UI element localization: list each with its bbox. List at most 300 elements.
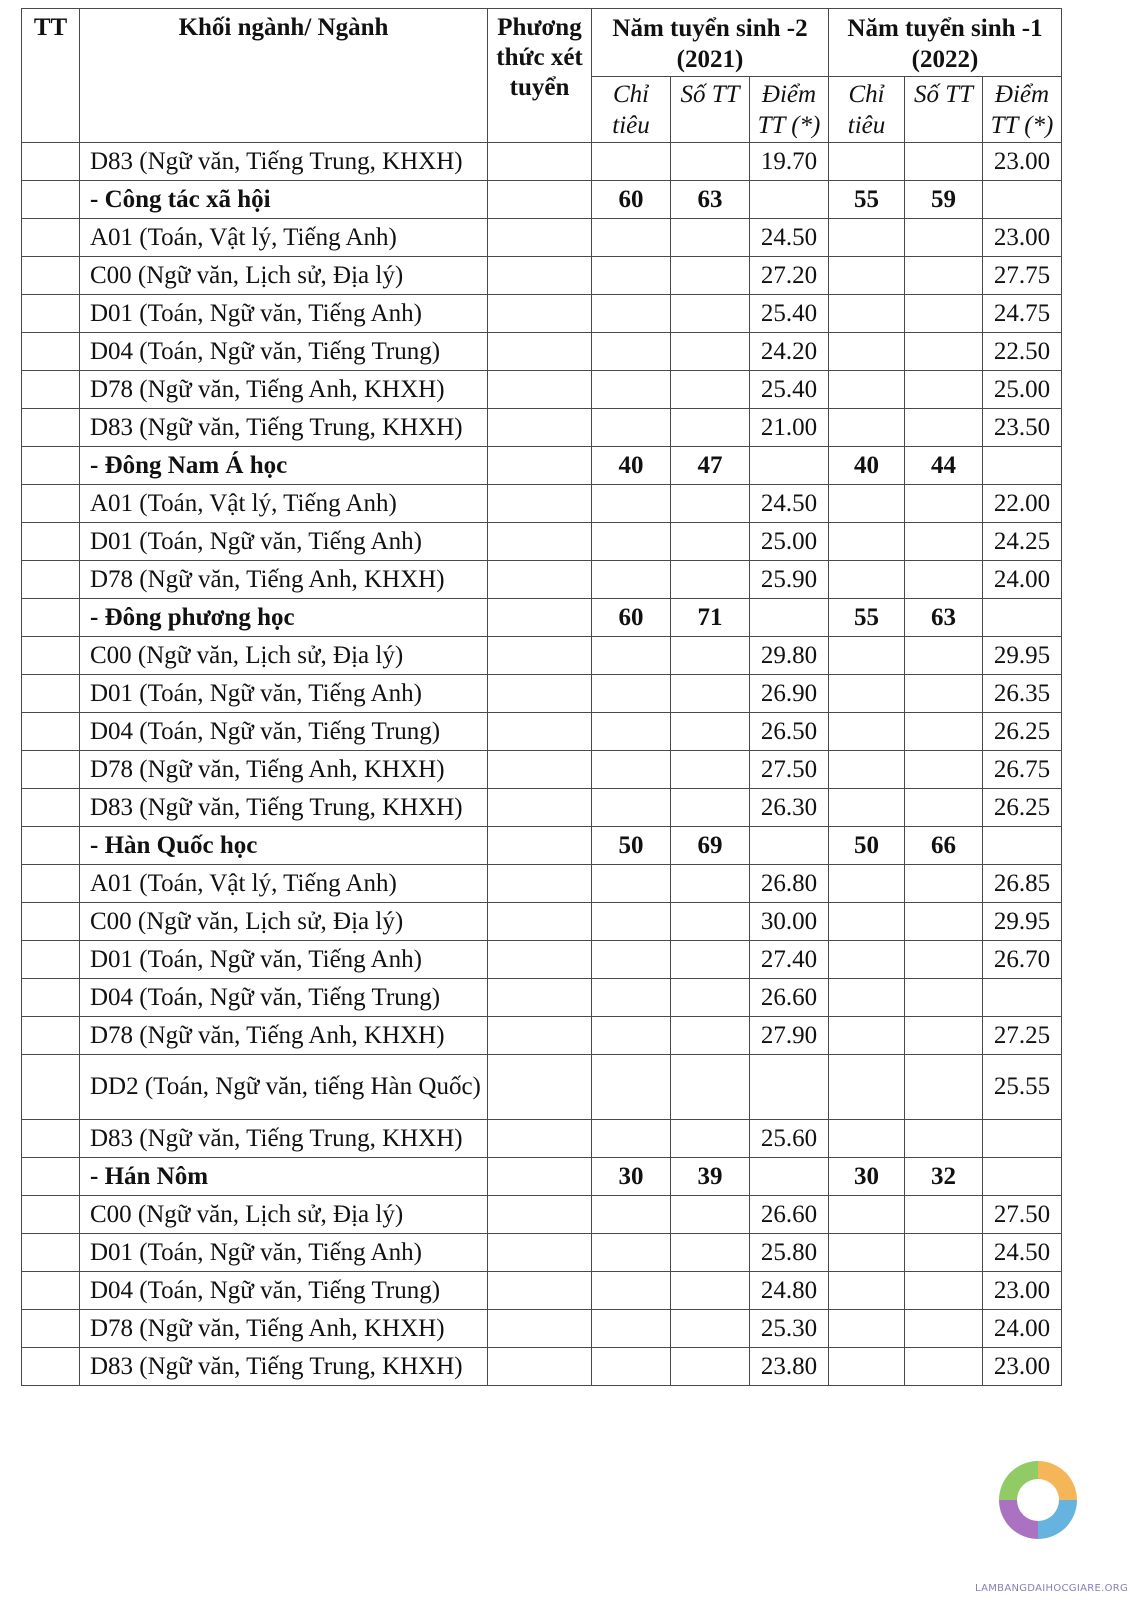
cell-so-tt-2022: 44	[905, 447, 983, 485]
cell-phuong-thuc	[488, 713, 592, 751]
cell-nganh: C00 (Ngữ văn, Lịch sử, Địa lý)	[80, 1196, 488, 1234]
cell-tt	[22, 561, 80, 599]
combination-row	[22, 1348, 1062, 1386]
cell-diem-tt-2021: 26.90	[750, 675, 829, 713]
combination-row	[22, 333, 1062, 371]
cell-tt	[22, 409, 80, 447]
cell-diem-tt-2022: 25.55	[983, 1055, 1062, 1120]
cell-so-tt-2022	[905, 295, 983, 333]
cell-phuong-thuc	[488, 219, 592, 257]
cell-phuong-thuc	[488, 1234, 592, 1272]
cell-so-tt-2022	[905, 941, 983, 979]
combination-row	[22, 409, 1062, 447]
cell-chi-tieu-2021	[592, 713, 671, 751]
cell-diem-tt-2022: 23.00	[983, 1348, 1062, 1386]
cell-so-tt-2021	[671, 1017, 750, 1055]
cell-diem-tt-2021: 21.00	[750, 409, 829, 447]
cell-diem-tt-2022: 25.00	[983, 371, 1062, 409]
cell-diem-tt-2021: 29.80	[750, 637, 829, 675]
cell-chi-tieu-2022	[829, 257, 905, 295]
cell-diem-tt-2022: 26.35	[983, 675, 1062, 713]
cell-diem-tt-2021: 27.50	[750, 751, 829, 789]
header-chi-tieu-2022: Chỉ tiêu	[829, 77, 905, 143]
cell-chi-tieu-2021: 60	[592, 181, 671, 219]
cell-diem-tt-2022: 29.95	[983, 637, 1062, 675]
cell-chi-tieu-2022	[829, 1017, 905, 1055]
cell-nganh: D04 (Toán, Ngữ văn, Tiếng Trung)	[80, 713, 488, 751]
cell-diem-tt-2021: 26.60	[750, 1196, 829, 1234]
cell-chi-tieu-2022	[829, 1272, 905, 1310]
cell-phuong-thuc	[488, 827, 592, 865]
cell-tt	[22, 941, 80, 979]
cell-diem-tt-2022: 24.75	[983, 295, 1062, 333]
cell-nganh: A01 (Toán, Vật lý, Tiếng Anh)	[80, 219, 488, 257]
combination-row	[22, 713, 1062, 751]
cell-diem-tt-2022: 26.25	[983, 713, 1062, 751]
cell-diem-tt-2021: 25.60	[750, 1120, 829, 1158]
cell-so-tt-2022	[905, 219, 983, 257]
cell-chi-tieu-2021	[592, 485, 671, 523]
cell-nganh: D01 (Toán, Ngữ văn, Tiếng Anh)	[80, 675, 488, 713]
cell-phuong-thuc	[488, 1348, 592, 1386]
cell-so-tt-2022	[905, 1017, 983, 1055]
cell-phuong-thuc	[488, 1055, 592, 1120]
cell-diem-tt-2022	[983, 979, 1062, 1017]
cell-chi-tieu-2021	[592, 371, 671, 409]
cell-chi-tieu-2022	[829, 295, 905, 333]
cell-chi-tieu-2022	[829, 637, 905, 675]
cell-so-tt-2021: 47	[671, 447, 750, 485]
cell-chi-tieu-2021	[592, 1272, 671, 1310]
cell-chi-tieu-2022	[829, 143, 905, 181]
cell-phuong-thuc	[488, 561, 592, 599]
major-row	[22, 599, 1062, 637]
cell-diem-tt-2021: 19.70	[750, 143, 829, 181]
cell-chi-tieu-2021	[592, 865, 671, 903]
cell-phuong-thuc	[488, 447, 592, 485]
cell-diem-tt-2022: 24.00	[983, 561, 1062, 599]
cell-nganh: C00 (Ngữ văn, Lịch sử, Địa lý)	[80, 257, 488, 295]
cell-chi-tieu-2022	[829, 713, 905, 751]
cell-tt	[22, 295, 80, 333]
cell-tt	[22, 865, 80, 903]
cell-chi-tieu-2021	[592, 789, 671, 827]
header-tt: TT	[22, 9, 80, 143]
cell-chi-tieu-2022	[829, 371, 905, 409]
cell-chi-tieu-2022	[829, 1120, 905, 1158]
cell-diem-tt-2022	[983, 827, 1062, 865]
cell-chi-tieu-2021	[592, 1196, 671, 1234]
cell-tt	[22, 181, 80, 219]
combination-row	[22, 1017, 1062, 1055]
cell-so-tt-2022	[905, 561, 983, 599]
cell-so-tt-2021	[671, 713, 750, 751]
cell-so-tt-2021: 39	[671, 1158, 750, 1196]
cell-so-tt-2022	[905, 333, 983, 371]
cell-tt	[22, 1310, 80, 1348]
cell-diem-tt-2022: 23.00	[983, 1272, 1062, 1310]
cell-so-tt-2021	[671, 789, 750, 827]
cell-diem-tt-2022: 24.25	[983, 523, 1062, 561]
cell-so-tt-2021	[671, 143, 750, 181]
cell-diem-tt-2022: 27.25	[983, 1017, 1062, 1055]
cell-so-tt-2022	[905, 1310, 983, 1348]
header-diem-tt-2021: Điểm TT (*)	[750, 77, 829, 143]
combination-row	[22, 789, 1062, 827]
cell-tt	[22, 1348, 80, 1386]
cell-tt	[22, 1017, 80, 1055]
cell-so-tt-2021: 69	[671, 827, 750, 865]
cell-chi-tieu-2021	[592, 333, 671, 371]
cell-nganh: - Hán Nôm	[80, 1158, 488, 1196]
major-row	[22, 827, 1062, 865]
cell-phuong-thuc	[488, 675, 592, 713]
cell-so-tt-2021	[671, 865, 750, 903]
cell-chi-tieu-2022	[829, 219, 905, 257]
cell-nganh: D83 (Ngữ văn, Tiếng Trung, KHXH)	[80, 789, 488, 827]
cell-diem-tt-2022: 26.85	[983, 865, 1062, 903]
cell-so-tt-2022	[905, 1348, 983, 1386]
cell-nganh: C00 (Ngữ văn, Lịch sử, Địa lý)	[80, 637, 488, 675]
cell-so-tt-2022	[905, 1055, 983, 1120]
cell-chi-tieu-2021	[592, 637, 671, 675]
cell-diem-tt-2021: 26.30	[750, 789, 829, 827]
cell-phuong-thuc	[488, 865, 592, 903]
cell-nganh: D04 (Toán, Ngữ văn, Tiếng Trung)	[80, 979, 488, 1017]
cell-phuong-thuc	[488, 1196, 592, 1234]
cell-tt	[22, 1234, 80, 1272]
cell-so-tt-2021	[671, 941, 750, 979]
cell-diem-tt-2021: 24.80	[750, 1272, 829, 1310]
combination-row	[22, 1055, 1062, 1120]
combination-row	[22, 675, 1062, 713]
cell-tt	[22, 485, 80, 523]
cell-so-tt-2022: 63	[905, 599, 983, 637]
cell-so-tt-2022	[905, 1272, 983, 1310]
cell-chi-tieu-2021	[592, 751, 671, 789]
cell-chi-tieu-2021: 50	[592, 827, 671, 865]
cell-chi-tieu-2021	[592, 561, 671, 599]
cell-diem-tt-2021: 25.40	[750, 295, 829, 333]
cell-nganh: A01 (Toán, Vật lý, Tiếng Anh)	[80, 865, 488, 903]
cell-chi-tieu-2021	[592, 1017, 671, 1055]
cell-tt	[22, 371, 80, 409]
cell-diem-tt-2022: 26.75	[983, 751, 1062, 789]
cell-so-tt-2021	[671, 751, 750, 789]
cell-diem-tt-2022	[983, 1120, 1062, 1158]
cell-diem-tt-2021: 24.20	[750, 333, 829, 371]
cell-nganh: D83 (Ngữ văn, Tiếng Trung, KHXH)	[80, 1348, 488, 1386]
cell-diem-tt-2021: 27.20	[750, 257, 829, 295]
cell-phuong-thuc	[488, 333, 592, 371]
cell-tt	[22, 979, 80, 1017]
cell-tt	[22, 903, 80, 941]
cell-chi-tieu-2022	[829, 789, 905, 827]
cell-tt	[22, 1055, 80, 1120]
combination-row	[22, 523, 1062, 561]
cell-so-tt-2022	[905, 637, 983, 675]
cell-diem-tt-2022	[983, 181, 1062, 219]
cell-diem-tt-2021: 26.80	[750, 865, 829, 903]
cell-so-tt-2022	[905, 371, 983, 409]
cell-diem-tt-2022: 22.50	[983, 333, 1062, 371]
cell-tt	[22, 713, 80, 751]
cell-so-tt-2021	[671, 523, 750, 561]
cell-tt	[22, 333, 80, 371]
cell-chi-tieu-2021	[592, 1120, 671, 1158]
table-body	[22, 143, 1062, 1386]
cell-chi-tieu-2021	[592, 523, 671, 561]
cell-tt	[22, 751, 80, 789]
cell-so-tt-2022: 32	[905, 1158, 983, 1196]
cell-phuong-thuc	[488, 637, 592, 675]
cell-so-tt-2022	[905, 1196, 983, 1234]
header-phuong-thuc: Phương thức xét tuyển	[488, 9, 592, 143]
combination-row	[22, 561, 1062, 599]
cell-nganh: - Công tác xã hội	[80, 181, 488, 219]
cell-diem-tt-2022: 24.00	[983, 1310, 1062, 1348]
cell-chi-tieu-2021	[592, 219, 671, 257]
cell-tt	[22, 827, 80, 865]
cell-chi-tieu-2021	[592, 675, 671, 713]
cell-chi-tieu-2021	[592, 1310, 671, 1348]
cell-diem-tt-2022: 27.50	[983, 1196, 1062, 1234]
cell-so-tt-2022	[905, 865, 983, 903]
cell-chi-tieu-2022	[829, 1310, 905, 1348]
cell-phuong-thuc	[488, 941, 592, 979]
cell-diem-tt-2021: 26.60	[750, 979, 829, 1017]
cell-so-tt-2021	[671, 485, 750, 523]
cell-diem-tt-2021	[750, 447, 829, 485]
cell-so-tt-2022	[905, 903, 983, 941]
cell-so-tt-2021	[671, 1310, 750, 1348]
cell-nganh: D78 (Ngữ văn, Tiếng Anh, KHXH)	[80, 1310, 488, 1348]
cell-so-tt-2021	[671, 333, 750, 371]
cell-tt	[22, 675, 80, 713]
cell-chi-tieu-2022	[829, 1234, 905, 1272]
cell-so-tt-2021	[671, 257, 750, 295]
header-so-tt-2021: Số TT	[671, 77, 750, 143]
major-row	[22, 447, 1062, 485]
cell-tt	[22, 1196, 80, 1234]
cell-so-tt-2022	[905, 409, 983, 447]
cell-nganh: C00 (Ngữ văn, Lịch sử, Địa lý)	[80, 903, 488, 941]
cell-chi-tieu-2021: 40	[592, 447, 671, 485]
cell-so-tt-2021	[671, 295, 750, 333]
combination-row	[22, 295, 1062, 333]
cell-so-tt-2021	[671, 1272, 750, 1310]
cell-phuong-thuc	[488, 181, 592, 219]
cell-phuong-thuc	[488, 979, 592, 1017]
cell-diem-tt-2021: 23.80	[750, 1348, 829, 1386]
cell-so-tt-2022	[905, 257, 983, 295]
cell-chi-tieu-2022	[829, 523, 905, 561]
cell-chi-tieu-2022	[829, 675, 905, 713]
cell-nganh: - Hàn Quốc học	[80, 827, 488, 865]
cell-diem-tt-2021: 30.00	[750, 903, 829, 941]
cell-chi-tieu-2022	[829, 1055, 905, 1120]
cell-chi-tieu-2021	[592, 979, 671, 1017]
cell-diem-tt-2022: 27.75	[983, 257, 1062, 295]
cell-phuong-thuc	[488, 257, 592, 295]
cell-chi-tieu-2021: 30	[592, 1158, 671, 1196]
cell-phuong-thuc	[488, 371, 592, 409]
cell-tt	[22, 1120, 80, 1158]
cell-phuong-thuc	[488, 751, 592, 789]
cell-tt	[22, 143, 80, 181]
cell-so-tt-2021: 71	[671, 599, 750, 637]
admission-scores-table	[21, 8, 1062, 1386]
cell-chi-tieu-2021	[592, 1348, 671, 1386]
cell-phuong-thuc	[488, 485, 592, 523]
cell-nganh: A01 (Toán, Vật lý, Tiếng Anh)	[80, 485, 488, 523]
cell-nganh: D04 (Toán, Ngữ văn, Tiếng Trung)	[80, 1272, 488, 1310]
cell-chi-tieu-2022	[829, 1348, 905, 1386]
cell-diem-tt-2022: 26.25	[983, 789, 1062, 827]
combination-row	[22, 637, 1062, 675]
cell-chi-tieu-2022: 50	[829, 827, 905, 865]
cell-diem-tt-2021	[750, 1055, 829, 1120]
cell-so-tt-2021	[671, 1234, 750, 1272]
cell-tt	[22, 257, 80, 295]
cell-chi-tieu-2021	[592, 295, 671, 333]
cell-chi-tieu-2022	[829, 409, 905, 447]
combination-row	[22, 1234, 1062, 1272]
cell-so-tt-2021	[671, 1120, 750, 1158]
cell-chi-tieu-2022	[829, 485, 905, 523]
cell-so-tt-2021	[671, 1196, 750, 1234]
cell-tt	[22, 447, 80, 485]
major-row	[22, 1158, 1062, 1196]
cell-so-tt-2021	[671, 675, 750, 713]
cell-phuong-thuc	[488, 1120, 592, 1158]
header-year-2022: Năm tuyển sinh -1 (2022)	[829, 9, 1062, 77]
cell-tt	[22, 1272, 80, 1310]
cell-so-tt-2022	[905, 675, 983, 713]
watermark-logo-icon	[993, 1455, 1083, 1545]
cell-chi-tieu-2021	[592, 903, 671, 941]
cell-so-tt-2022	[905, 751, 983, 789]
cell-diem-tt-2022: 23.00	[983, 219, 1062, 257]
cell-so-tt-2021	[671, 219, 750, 257]
cell-nganh: D78 (Ngữ văn, Tiếng Anh, KHXH)	[80, 751, 488, 789]
cell-diem-tt-2021	[750, 599, 829, 637]
cell-diem-tt-2022: 22.00	[983, 485, 1062, 523]
cell-diem-tt-2021: 25.40	[750, 371, 829, 409]
cell-nganh: D83 (Ngữ văn, Tiếng Trung, KHXH)	[80, 143, 488, 181]
combination-row	[22, 979, 1062, 1017]
watermark-text: LAMBANGDAIHOCGIARE.ORG	[975, 1583, 1129, 1594]
cell-nganh: D01 (Toán, Ngữ văn, Tiếng Anh)	[80, 941, 488, 979]
cell-diem-tt-2022: 29.95	[983, 903, 1062, 941]
cell-diem-tt-2021	[750, 1158, 829, 1196]
combination-row	[22, 1196, 1062, 1234]
cell-nganh: - Đông phương học	[80, 599, 488, 637]
cell-diem-tt-2021: 24.50	[750, 219, 829, 257]
cell-phuong-thuc	[488, 1310, 592, 1348]
cell-phuong-thuc	[488, 143, 592, 181]
cell-chi-tieu-2021: 60	[592, 599, 671, 637]
cell-tt	[22, 219, 80, 257]
cell-phuong-thuc	[488, 409, 592, 447]
cell-diem-tt-2021: 25.90	[750, 561, 829, 599]
cell-so-tt-2022: 66	[905, 827, 983, 865]
cell-nganh: D83 (Ngữ văn, Tiếng Trung, KHXH)	[80, 409, 488, 447]
cell-diem-tt-2021: 26.50	[750, 713, 829, 751]
cell-diem-tt-2021: 24.50	[750, 485, 829, 523]
cell-chi-tieu-2021	[592, 257, 671, 295]
cell-so-tt-2022	[905, 485, 983, 523]
cell-diem-tt-2021: 25.80	[750, 1234, 829, 1272]
combination-row	[22, 865, 1062, 903]
combination-row	[22, 219, 1062, 257]
cell-so-tt-2022	[905, 1234, 983, 1272]
cell-chi-tieu-2021	[592, 409, 671, 447]
cell-chi-tieu-2022	[829, 979, 905, 1017]
cell-chi-tieu-2022	[829, 333, 905, 371]
cell-phuong-thuc	[488, 903, 592, 941]
cell-nganh: DD2 (Toán, Ngữ văn, tiếng Hàn Quốc)	[80, 1055, 488, 1120]
cell-diem-tt-2021: 25.30	[750, 1310, 829, 1348]
cell-chi-tieu-2022	[829, 561, 905, 599]
cell-chi-tieu-2021	[592, 143, 671, 181]
cell-nganh: D01 (Toán, Ngữ văn, Tiếng Anh)	[80, 295, 488, 333]
cell-diem-tt-2022: 23.50	[983, 409, 1062, 447]
cell-chi-tieu-2022	[829, 751, 905, 789]
cell-chi-tieu-2022: 55	[829, 599, 905, 637]
cell-tt	[22, 599, 80, 637]
cell-phuong-thuc	[488, 599, 592, 637]
cell-diem-tt-2021	[750, 181, 829, 219]
cell-nganh: D78 (Ngữ văn, Tiếng Anh, KHXH)	[80, 1017, 488, 1055]
combination-row	[22, 903, 1062, 941]
cell-tt	[22, 637, 80, 675]
cell-diem-tt-2022	[983, 599, 1062, 637]
cell-so-tt-2022	[905, 143, 983, 181]
cell-phuong-thuc	[488, 789, 592, 827]
combination-row	[22, 941, 1062, 979]
header-year-2021: Năm tuyển sinh -2 (2021)	[592, 9, 829, 77]
combination-row	[22, 143, 1062, 181]
cell-chi-tieu-2021	[592, 1234, 671, 1272]
cell-so-tt-2022: 59	[905, 181, 983, 219]
cell-phuong-thuc	[488, 1017, 592, 1055]
cell-so-tt-2022	[905, 713, 983, 751]
cell-so-tt-2021: 63	[671, 181, 750, 219]
cell-so-tt-2021	[671, 409, 750, 447]
major-row	[22, 181, 1062, 219]
header-diem-tt-2022: Điểm TT (*)	[983, 77, 1062, 143]
cell-so-tt-2021	[671, 561, 750, 599]
cell-diem-tt-2021	[750, 827, 829, 865]
cell-nganh: D78 (Ngữ văn, Tiếng Anh, KHXH)	[80, 371, 488, 409]
cell-nganh: D04 (Toán, Ngữ văn, Tiếng Trung)	[80, 333, 488, 371]
cell-nganh: D01 (Toán, Ngữ văn, Tiếng Anh)	[80, 523, 488, 561]
cell-so-tt-2022	[905, 789, 983, 827]
cell-phuong-thuc	[488, 1158, 592, 1196]
cell-chi-tieu-2022: 30	[829, 1158, 905, 1196]
cell-chi-tieu-2022	[829, 865, 905, 903]
cell-so-tt-2021	[671, 371, 750, 409]
cell-chi-tieu-2022: 55	[829, 181, 905, 219]
cell-so-tt-2022	[905, 979, 983, 1017]
combination-row	[22, 1310, 1062, 1348]
cell-diem-tt-2022	[983, 447, 1062, 485]
cell-nganh: D83 (Ngữ văn, Tiếng Trung, KHXH)	[80, 1120, 488, 1158]
cell-chi-tieu-2022: 40	[829, 447, 905, 485]
cell-tt	[22, 789, 80, 827]
cell-so-tt-2021	[671, 1055, 750, 1120]
